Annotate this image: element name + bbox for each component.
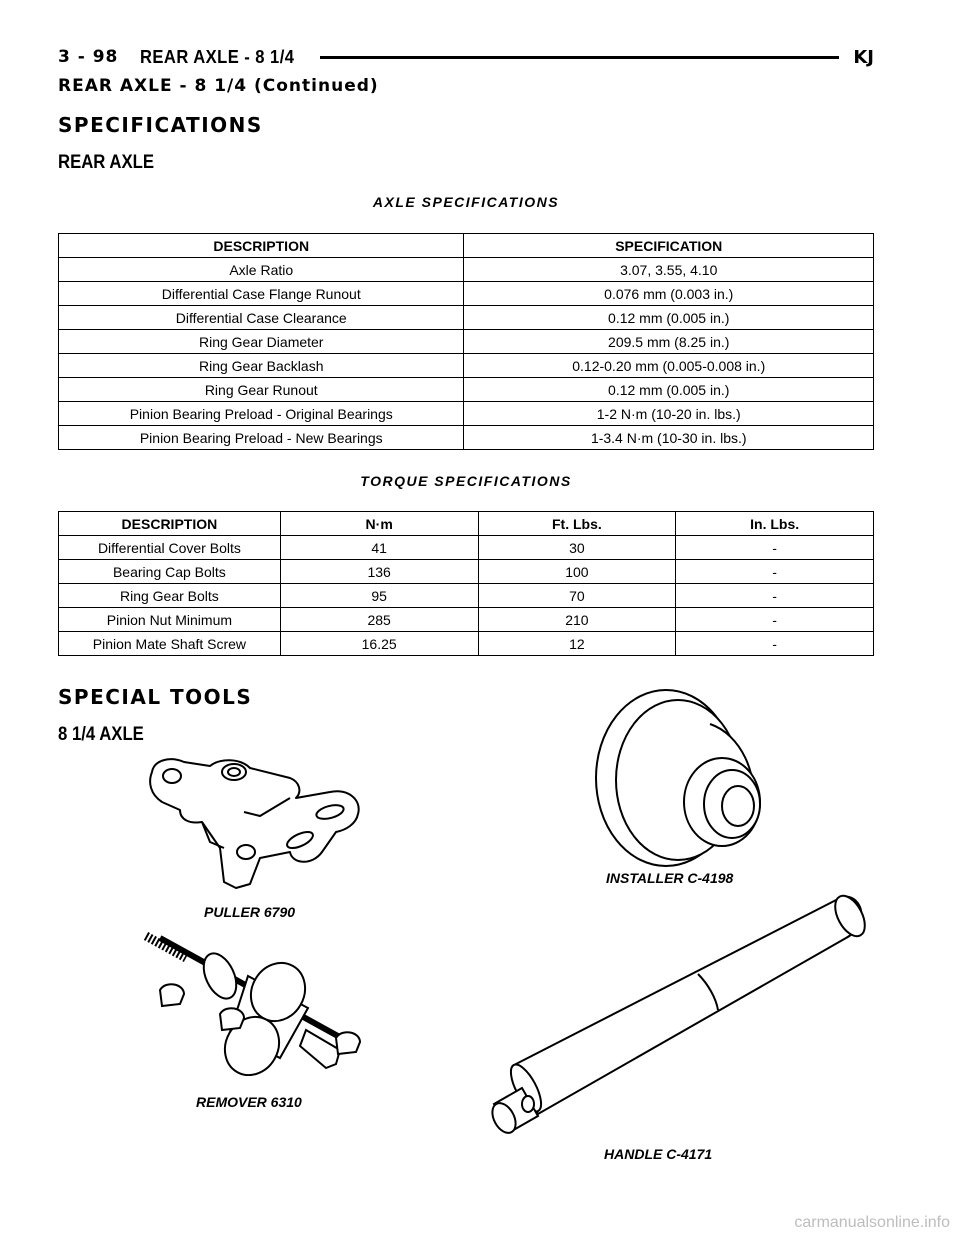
table-header-row	[59, 234, 874, 258]
table-cell: Bearing Cap Bolts	[59, 560, 281, 584]
column-header: SPECIFICATION	[464, 234, 874, 258]
table-header-row	[59, 512, 874, 536]
table-row	[59, 306, 874, 330]
table-cell: 3.07, 3.55, 4.10	[464, 258, 874, 282]
table-row	[59, 402, 874, 426]
table-cell: 285	[280, 608, 478, 632]
tool-caption: REMOVER 6310	[196, 1094, 302, 1110]
table-cell: Pinion Bearing Preload - New Bearings	[59, 426, 464, 450]
torque-table-title: TORQUE SPECIFICATIONS	[360, 473, 572, 489]
table-cell: 12	[478, 632, 676, 656]
table-cell: Ring Gear Bolts	[59, 584, 281, 608]
tool-caption: INSTALLER C-4198	[606, 870, 734, 886]
table-cell: -	[676, 608, 874, 632]
axle-subheading: 8 1/4 AXLE	[58, 724, 144, 745]
puller-icon	[140, 752, 370, 892]
tool-caption: PULLER 6790	[204, 904, 296, 920]
table-cell: Pinion Mate Shaft Screw	[59, 632, 281, 656]
table-cell: 209.5 mm (8.25 in.)	[464, 330, 874, 354]
table-cell: 136	[280, 560, 478, 584]
specifications-heading: SPECIFICATIONS	[58, 113, 263, 137]
table-row	[59, 426, 874, 450]
table-cell: Differential Case Clearance	[59, 306, 464, 330]
handle-icon	[488, 888, 868, 1140]
table-cell: -	[676, 584, 874, 608]
table-row	[59, 560, 874, 584]
footer-watermark: carmanualsonline.info	[794, 1214, 950, 1231]
table-cell: 210	[478, 608, 676, 632]
table-cell: 0.076 mm (0.003 in.)	[464, 282, 874, 306]
column-header: Ft. Lbs.	[478, 512, 676, 536]
model-code: KJ	[853, 46, 874, 68]
table-row	[59, 282, 874, 306]
table-cell: Differential Case Flange Runout	[59, 282, 464, 306]
table-cell: Axle Ratio	[59, 258, 464, 282]
table-cell: 100	[478, 560, 676, 584]
table-cell: Pinion Nut Minimum	[59, 608, 281, 632]
axle-specifications-table	[58, 233, 874, 450]
table-cell: 1-2 N·m (10-20 in. lbs.)	[464, 402, 874, 426]
column-header: In. Lbs.	[676, 512, 874, 536]
table-cell: 1-3.4 N·m (10-30 in. lbs.)	[464, 426, 874, 450]
table-row	[59, 536, 874, 560]
installer-icon	[590, 684, 776, 870]
table-row	[59, 354, 874, 378]
table-cell: Pinion Bearing Preload - Original Bearings	[59, 402, 464, 426]
table-row	[59, 378, 874, 402]
continued-title: REAR AXLE - 8 1/4 (Continued)	[58, 76, 379, 96]
page-number: 3 - 98	[58, 47, 119, 67]
table-cell: 0.12 mm (0.005 in.)	[464, 378, 874, 402]
table-cell: 0.12 mm (0.005 in.)	[464, 306, 874, 330]
header-rule	[320, 56, 839, 59]
table-row	[59, 608, 874, 632]
table-cell: 16.25	[280, 632, 478, 656]
table-cell: Ring Gear Runout	[59, 378, 464, 402]
remover-icon	[140, 928, 380, 1076]
table-cell: -	[676, 560, 874, 584]
table-cell: 30	[478, 536, 676, 560]
table-cell: 70	[478, 584, 676, 608]
tool-caption: HANDLE C-4171	[604, 1146, 713, 1162]
table-row	[59, 258, 874, 282]
table-cell: 41	[280, 536, 478, 560]
table-cell: 95	[280, 584, 478, 608]
column-header: DESCRIPTION	[59, 512, 281, 536]
torque-specifications-table	[58, 511, 874, 656]
table-cell: 0.12-0.20 mm (0.005-0.008 in.)	[464, 354, 874, 378]
table-row	[59, 584, 874, 608]
table-row	[59, 330, 874, 354]
table-cell: -	[676, 632, 874, 656]
table-cell: Differential Cover Bolts	[59, 536, 281, 560]
special-tools-heading: SPECIAL TOOLS	[58, 685, 253, 709]
column-header: N·m	[280, 512, 478, 536]
table-cell: Ring Gear Diameter	[59, 330, 464, 354]
rear-axle-subheading: REAR AXLE	[58, 152, 155, 173]
page-header	[58, 44, 874, 70]
axle-table-title: AXLE SPECIFICATIONS	[372, 194, 560, 210]
table-cell: -	[676, 536, 874, 560]
table-cell: Ring Gear Backlash	[59, 354, 464, 378]
section-title: REAR AXLE - 8 1/4	[140, 46, 295, 67]
column-header: DESCRIPTION	[59, 234, 464, 258]
table-row	[59, 632, 874, 656]
